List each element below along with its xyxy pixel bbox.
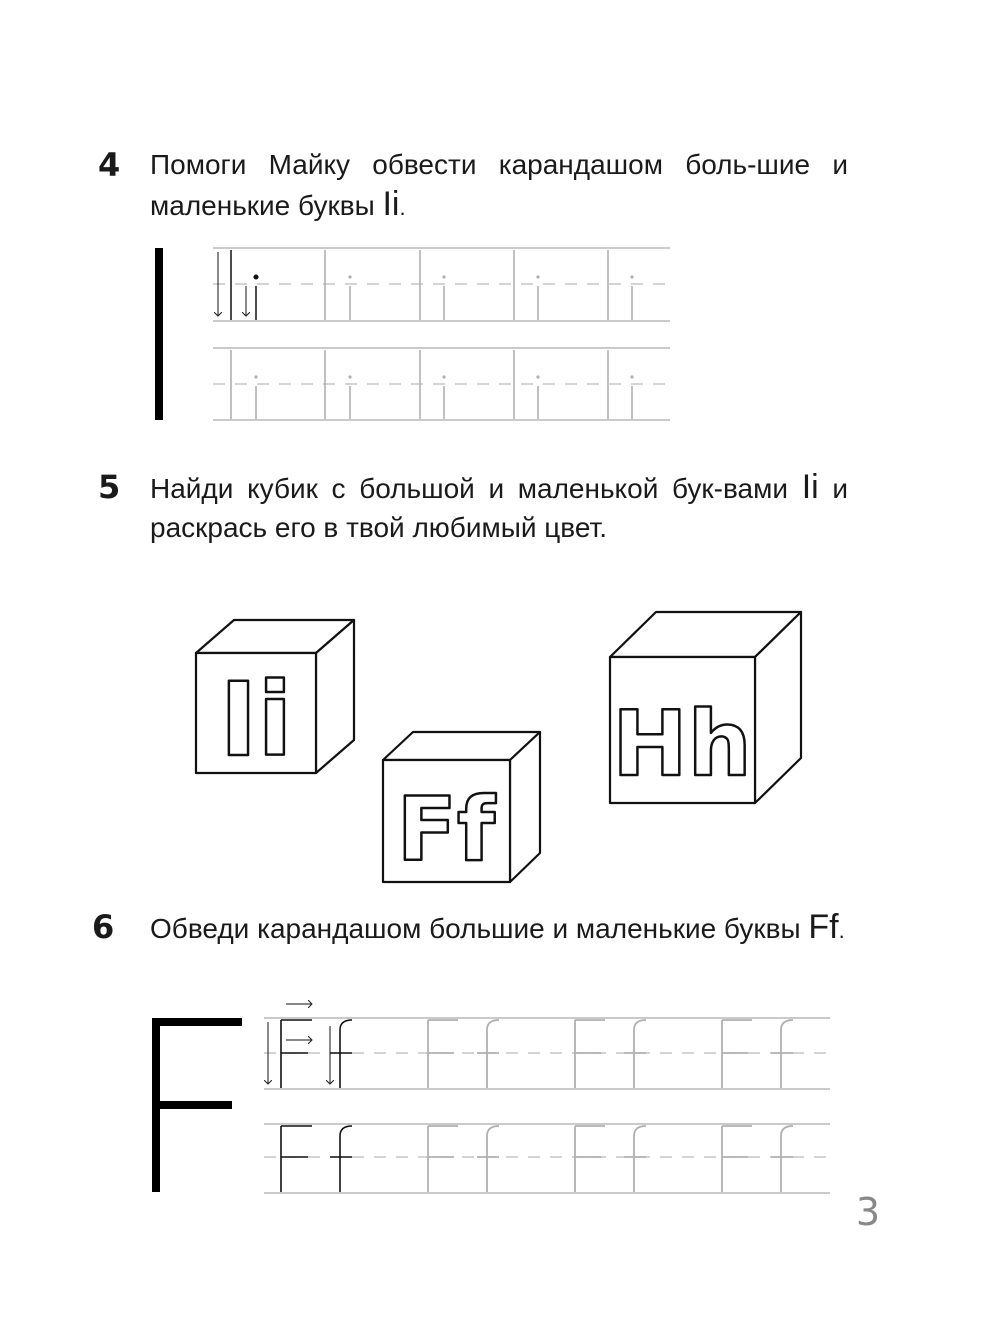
- cube-Hh[interactable]: [610, 612, 801, 803]
- task-6-text: Обведи карандашом большие и маленькие буквы: [150, 913, 801, 944]
- page-number: 3: [855, 1190, 880, 1234]
- sample-Ff-row2: [281, 1126, 352, 1192]
- task-4-letters: Ii: [382, 184, 400, 223]
- trace-letters-Ff-row2: [428, 1126, 793, 1192]
- trace-midlines-F: [264, 1053, 830, 1157]
- sample-Ff-with-arrows: [268, 1004, 352, 1088]
- task-6-end: .: [838, 918, 845, 943]
- cube-Ii[interactable]: [196, 620, 354, 780]
- task-4-text: Помоги Майку обвести карандашом боль-шие и маленькие буквы: [150, 149, 848, 221]
- cube-Ff[interactable]: [383, 732, 540, 882]
- sample-Ii-with-arrows: [218, 250, 258, 320]
- big-capital-I-sample: [155, 248, 163, 420]
- big-capital-F-sample: [152, 1018, 242, 1192]
- task-number-6: 6: [92, 908, 115, 946]
- trace-midlines-I: [213, 284, 670, 384]
- trace-letters-Ii-row1: [325, 250, 634, 320]
- trace-lines-F: [264, 1018, 830, 1193]
- cube-Hh-letters: Hh: [612, 692, 752, 797]
- task-5-letters: Ii: [801, 468, 819, 506]
- task-5-text-b: и раскрась его в твой любимый цвет.: [150, 473, 849, 543]
- trace-letters-Ff-row1: [428, 1020, 793, 1088]
- task-number-4: 4: [98, 146, 121, 184]
- cube-Ff-letters: Ff: [396, 778, 496, 881]
- trace-lines-I: [213, 248, 670, 420]
- task-6-letters: Ff: [808, 908, 839, 946]
- cube-Ii-letters: Ii: [219, 661, 293, 780]
- task-5-text-a: Найди кубик с большой и маленькой бук-вами: [150, 473, 789, 504]
- task-number-5: 5: [98, 468, 121, 506]
- task-4-end: .: [399, 194, 406, 220]
